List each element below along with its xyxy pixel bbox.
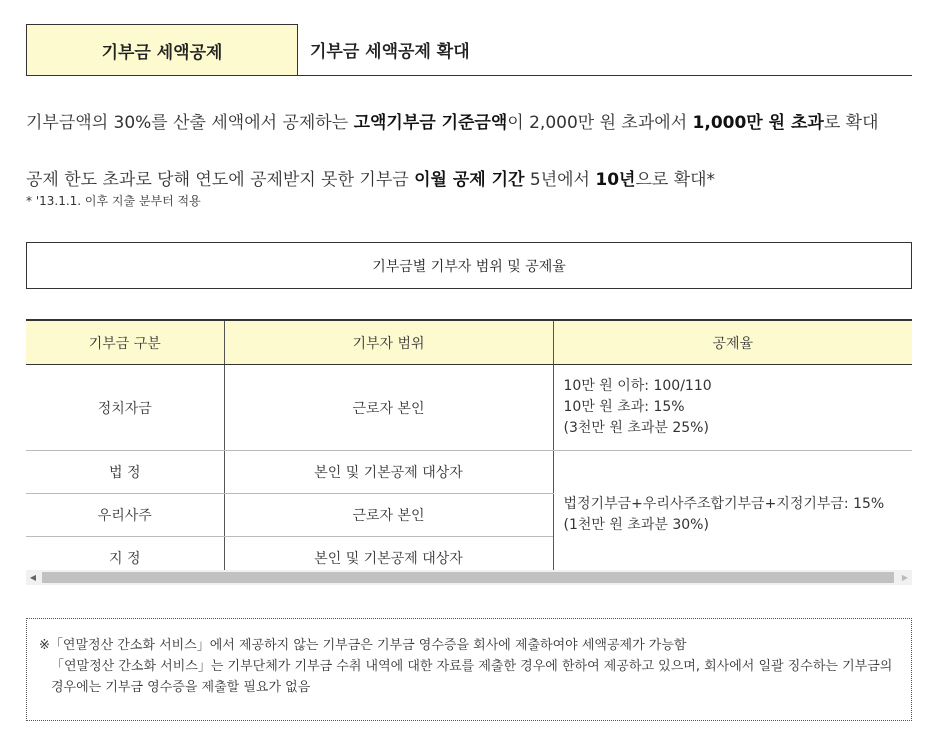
section-title: 기부금 세액공제 확대 bbox=[310, 42, 470, 62]
scrollbar-thumb[interactable] bbox=[42, 572, 894, 583]
rate-line: 법정기부금+우리사주조합기부금+지정기부금: 15% bbox=[563, 496, 885, 512]
intro-text: 5년에서 bbox=[524, 170, 596, 190]
rate-line: 10만 원 초과: 15% bbox=[563, 399, 685, 415]
table-header-row bbox=[26, 320, 912, 365]
deduction-table bbox=[26, 319, 912, 581]
table-cell-rate bbox=[553, 365, 912, 451]
notice-box bbox=[26, 618, 912, 721]
section-tab: 기부금 세액공제 bbox=[26, 24, 298, 75]
intro-line-2 bbox=[26, 165, 715, 190]
content bbox=[26, 24, 912, 695]
table-cell: 지 정 bbox=[26, 537, 224, 581]
intro-emphasis: 1,000만 원 초과 bbox=[692, 113, 824, 133]
intro-text: 이 2,000만 원 초과에서 bbox=[507, 113, 693, 133]
table-cell-rate-merged bbox=[553, 451, 912, 581]
table-cell: 본인 및 기본공제 대상자 bbox=[224, 451, 553, 494]
rate-line: (3천만 원 초과분 25%) bbox=[563, 420, 709, 436]
column-header: 기부금 구분 bbox=[26, 320, 224, 365]
table-cell: 근로자 본인 bbox=[224, 365, 553, 451]
horizontal-scrollbar[interactable] bbox=[26, 570, 912, 585]
intro-text: 기부금액의 30%를 산출 세액에서 공제하는 bbox=[26, 113, 354, 133]
intro-emphasis: 이월 공제 기간 bbox=[414, 170, 525, 190]
table-title-box: 기부금별 기부자 범위 및 공제율 bbox=[26, 242, 912, 289]
scroll-right-icon[interactable]: ▶ bbox=[901, 573, 909, 582]
table-cell: 정치자금 bbox=[26, 365, 224, 451]
table-row bbox=[26, 451, 912, 494]
notice-line: ※「연말정산 간소화 서비스」에서 제공하지 않는 기부금은 기부금 영수증을 회사에 제출하여야 세액공제가 가능함 bbox=[39, 638, 687, 653]
column-header: 기부자 범위 bbox=[224, 320, 553, 365]
intro-text: 공제 한도 초과로 당해 연도에 공제받지 못한 기부금 bbox=[26, 170, 415, 190]
column-header: 공제율 bbox=[553, 320, 912, 365]
intro-line-1 bbox=[26, 108, 879, 133]
footnote: * '13.1.1. 이후 지출 분부터 적용 bbox=[26, 194, 201, 208]
section-header bbox=[26, 24, 912, 76]
table-row bbox=[26, 365, 912, 451]
table-cell: 우리사주 bbox=[26, 494, 224, 537]
intro-emphasis: 고액기부금 기준금액 bbox=[353, 113, 508, 133]
table-cell: 근로자 본인 bbox=[224, 494, 553, 537]
rate-line: 10만 원 이하: 100/110 bbox=[563, 378, 712, 394]
table-cell: 본인 및 기본공제 대상자 bbox=[224, 537, 553, 581]
intro-emphasis: 10년 bbox=[595, 170, 636, 190]
notice-line: 「연말정산 간소화 서비스」는 기부단체가 기부금 수취 내역에 대한 자료를 제출한 경우에 한하여 제공하고 있으며, 회사에서 일괄 징수하는 기부금의 경우에는 기부금 영수증을 제출할 필요가 없음 bbox=[51, 659, 893, 695]
intro-text: 으로 확대* bbox=[635, 170, 716, 190]
table-cell: 법 정 bbox=[26, 451, 224, 494]
rate-line: (1천만 원 초과분 30%) bbox=[563, 517, 709, 533]
scroll-left-icon[interactable]: ◀ bbox=[29, 573, 37, 582]
intro-text: 로 확대 bbox=[823, 113, 879, 133]
